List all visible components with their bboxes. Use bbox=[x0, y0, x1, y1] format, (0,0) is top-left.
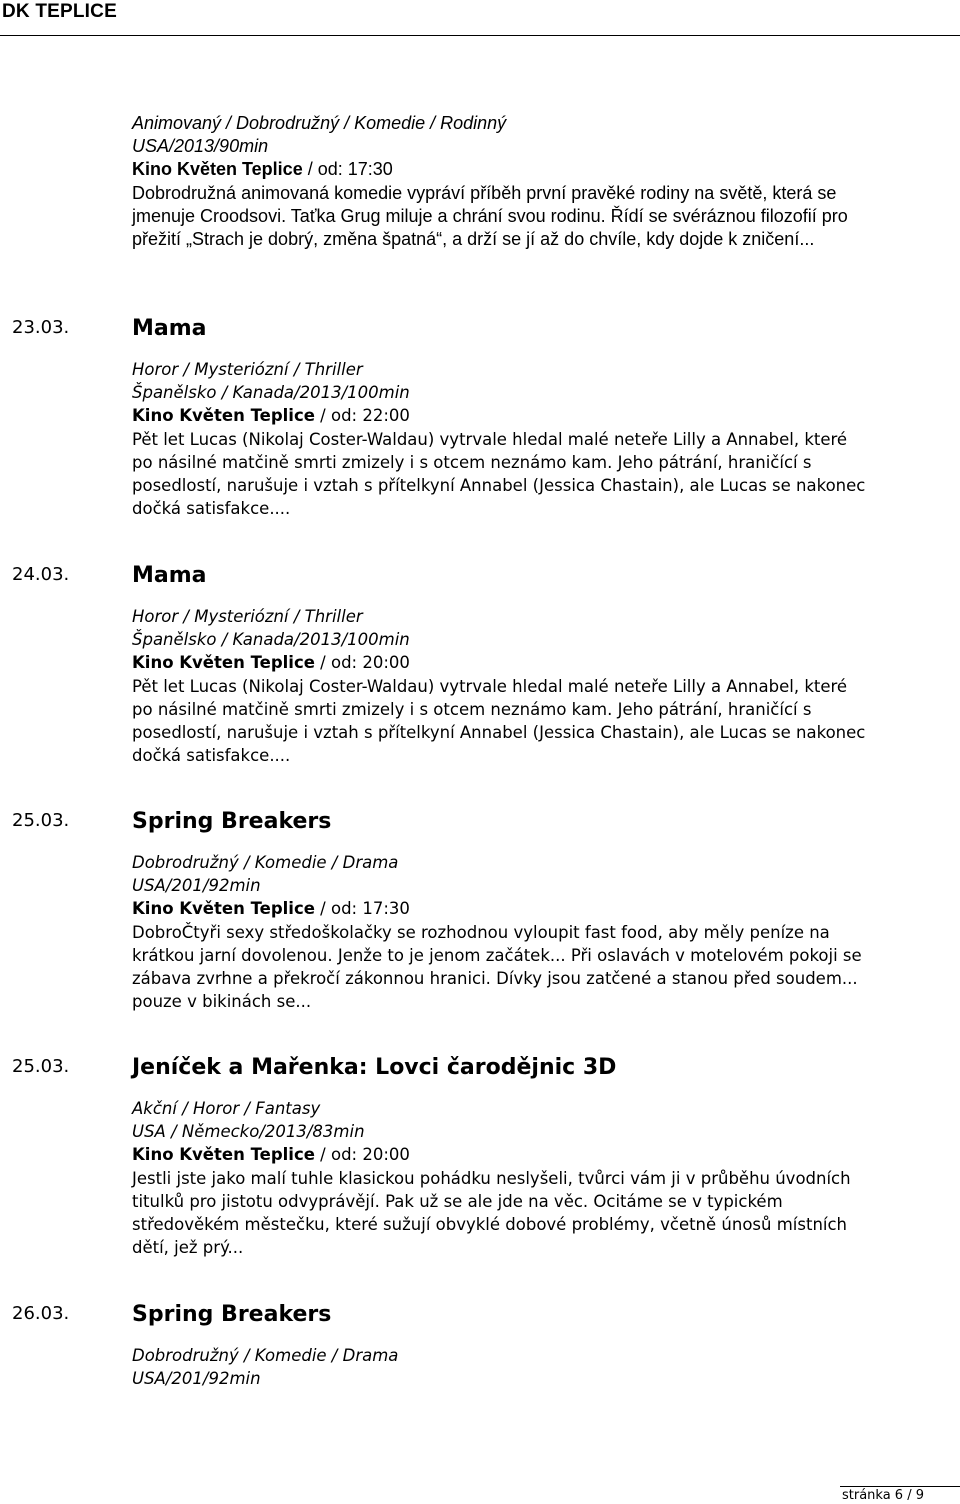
entry-title: Mama bbox=[132, 316, 207, 341]
entry-date: 25.03. bbox=[12, 810, 70, 831]
entry-venue-line bbox=[132, 897, 872, 920]
entry-description: Pět let Lucas (Nikolaj Coster-Waldau) vytrvale hledal malé neteře Lilly a Annabel, které po násilné matčině smrti zmizely i s otcem neznámo kam. Jeho pátrání, hraničící s posedlostí, narušuje i vztah s přítelkyní Annabel (Jessica Chastain), ale Lucas se nakonec dočká satisfakce.... bbox=[132, 676, 866, 766]
entry-description: DobroČtyři sexy středoškolačky se rozhodnou vyloupit fast food, aby měly peníze na krátkou jarní dovolenou. Jenže to je jenom začátek... Při oslavách v motelovém pokoji se zábava zvrhne a překročí zákonnou hranici. Dívky jsou zatčené a stanou před soudem... pouze v bikinách se... bbox=[132, 922, 862, 1012]
entry-origin: USA / Německo/2013/83min bbox=[132, 1122, 365, 1142]
entry-time: / od: 20:00 bbox=[314, 1145, 410, 1165]
entry-date: 24.03. bbox=[12, 564, 70, 585]
entry-venue-line bbox=[132, 404, 872, 427]
entry-venue: Kino Květen Teplice bbox=[132, 653, 315, 673]
entry-time: / od: 17:30 bbox=[302, 159, 393, 180]
entry-details bbox=[132, 605, 872, 767]
entry-date: 26.03. bbox=[12, 1303, 70, 1324]
entry-date: 25.03. bbox=[12, 1056, 70, 1077]
entry-title: Jeníček a Mařenka: Lovci čarodějnic 3D bbox=[132, 1055, 617, 1080]
entry-origin: Španělsko / Kanada/2013/100min bbox=[132, 383, 410, 403]
site-title: DK TEPLICE bbox=[2, 1, 117, 22]
entry-details bbox=[132, 1344, 872, 1390]
entry-venue: Kino Květen Teplice bbox=[132, 1145, 315, 1165]
entry-details bbox=[132, 1097, 872, 1259]
entry-genre: Horor / Mysteriózní / Thriller bbox=[132, 607, 363, 626]
footer-divider bbox=[840, 1486, 960, 1487]
entry-details bbox=[132, 112, 872, 251]
entry-details bbox=[132, 358, 872, 520]
entry-details bbox=[132, 851, 872, 1013]
entry-time: / od: 20:00 bbox=[314, 653, 410, 673]
entry-title: Spring Breakers bbox=[132, 809, 332, 834]
entry-origin: Španělsko / Kanada/2013/100min bbox=[132, 630, 410, 650]
entry-time: / od: 22:00 bbox=[314, 406, 410, 426]
entry-description: Pět let Lucas (Nikolaj Coster-Waldau) vytrvale hledal malé neteře Lilly a Annabel, které po násilné matčině smrti zmizely i s otcem neznámo kam. Jeho pátrání, hraničící s posedlostí, narušuje i vztah s přítelkyní Annabel (Jessica Chastain), ale Lucas se nakonec dočká satisfakce.... bbox=[132, 429, 866, 519]
entry-origin: USA/2013/90min bbox=[132, 136, 269, 157]
entry-venue-line bbox=[132, 1143, 872, 1166]
entry-venue-line bbox=[132, 158, 872, 181]
header-divider bbox=[0, 35, 960, 36]
entry-genre: Akční / Horor / Fantasy bbox=[132, 1099, 321, 1118]
entry-genre: Animovaný / Dobrodružný / Komedie / Rodinný bbox=[132, 113, 507, 133]
entry-origin: USA/201/92min bbox=[132, 1369, 261, 1389]
page-number: stránka 6 / 9 bbox=[841, 1488, 924, 1503]
entry-date: 23.03. bbox=[12, 317, 70, 338]
entry-title: Mama bbox=[132, 563, 207, 588]
entry-description: Dobrodružná animovaná komedie vypráví příběh první pravěké rodiny na světě, která se jmenuje Croodsovi. Taťka Grug miluje a chrání svou rodinu. Řídí se svéráznou filozofií pro přežití „Strach je dobrý, změna špatná“, a drží se jí až do chvíle, kdy dojde k zničení... bbox=[132, 182, 848, 250]
entry-title: Spring Breakers bbox=[132, 1302, 332, 1327]
entry-venue-line bbox=[132, 651, 872, 674]
entry-genre: Horor / Mysteriózní / Thriller bbox=[132, 360, 363, 379]
entry-time: / od: 17:30 bbox=[314, 899, 410, 919]
entry-genre: Dobrodružný / Komedie / Drama bbox=[132, 1346, 399, 1365]
entry-venue: Kino Květen Teplice bbox=[132, 159, 303, 180]
entry-origin: USA/201/92min bbox=[132, 876, 261, 896]
page-header bbox=[0, 0, 960, 36]
entry-genre: Dobrodružný / Komedie / Drama bbox=[132, 853, 399, 872]
entry-description: Jestli jste jako malí tuhle klasickou pohádku neslyšeli, tvůrci vám ji v průběhu úvodních titulků pro jistotu odvyprávějí. Pak už se ale jde na věc. Ocitáme se v typickém středověkém městečku, které sužují obvyklé dobové problémy, včetně únosů místních dětí, jež prý... bbox=[132, 1168, 851, 1258]
entry-venue: Kino Květen Teplice bbox=[132, 406, 315, 426]
entry-venue: Kino Květen Teplice bbox=[132, 899, 315, 919]
